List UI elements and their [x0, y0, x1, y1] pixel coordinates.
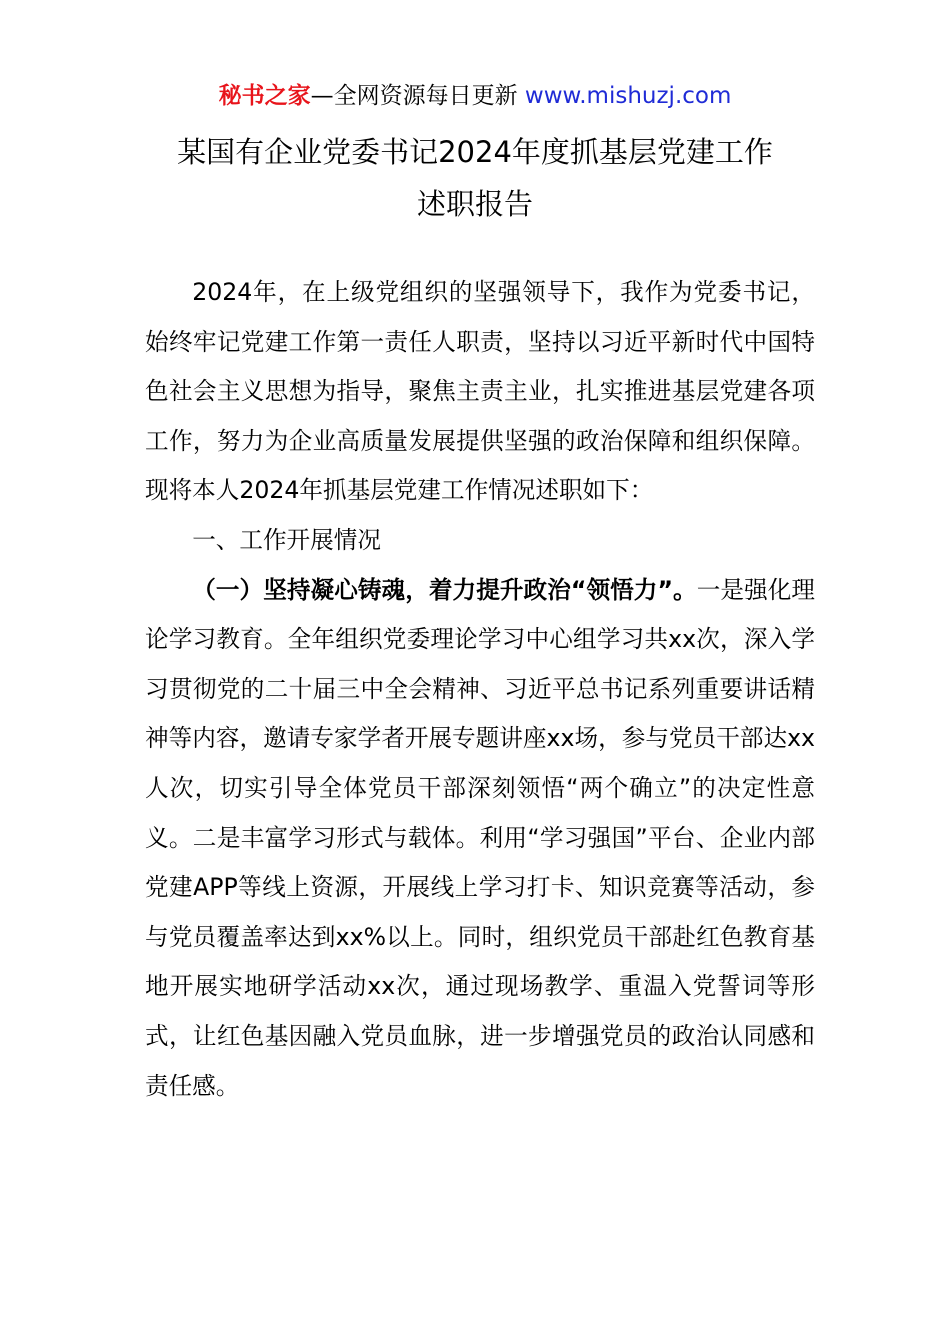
document-body [145, 268, 815, 1111]
document-title [110, 126, 840, 230]
document-title-line2: 述职报告 [416, 187, 533, 221]
site-url-link[interactable]: www.mishuzj.com [524, 83, 732, 109]
site-header [0, 80, 950, 112]
section-heading: 一、工作开展情况 [192, 525, 381, 554]
subsection-body: 一是强化理论学习教育。全年组织党委理论学习中心组学习共xx次，深入学习贯彻党的二十届三中全会精神、习近平总书记系列重要讲话精神等内容，邀请专家学者开展专题讲座xx场，参与党员干部达xx人次，切实引导全体党员干部深刻领悟“两个确立”的决定性意义。二是丰富学习形式与载体。利用“学习强国”平台、企业内部党建APP等线上资源，开展线上学习打卡、知识竞赛等活动，参与党员覆盖率达到xx%以上。同时，组织党员干部赴红色教育基地开展实地研学活动xx次，通过现场教学、重温入党誓词等形式，让红色基因融入党员血脉，进一步增强党员的政治认同感和责任感。 [145, 575, 816, 1100]
site-brand: 秘书之家 [218, 83, 311, 109]
document-title-line1: 某国有企业党委书记2024年度抓基层党建工作 [177, 135, 773, 169]
intro-paragraph: 2024年，在上级党组织的坚强领导下，我作为党委书记，始终牢记党建工作第一责任人职责，坚持以习近平新时代中国特色社会主义思想为指导，聚焦主责主业，扎实推进基层党建各项工作，努力为企业高质量发展提供坚强的政治保障和组织保障。现将本人2024年抓基层党建工作情况述职如下： [145, 278, 815, 505]
site-tagline: —全网资源每日更新 [310, 83, 525, 109]
subsection-paragraph [145, 566, 815, 1112]
subsection-heading: （一）坚持凝心铸魂，着力提升政治“领悟力”。 [192, 575, 697, 604]
